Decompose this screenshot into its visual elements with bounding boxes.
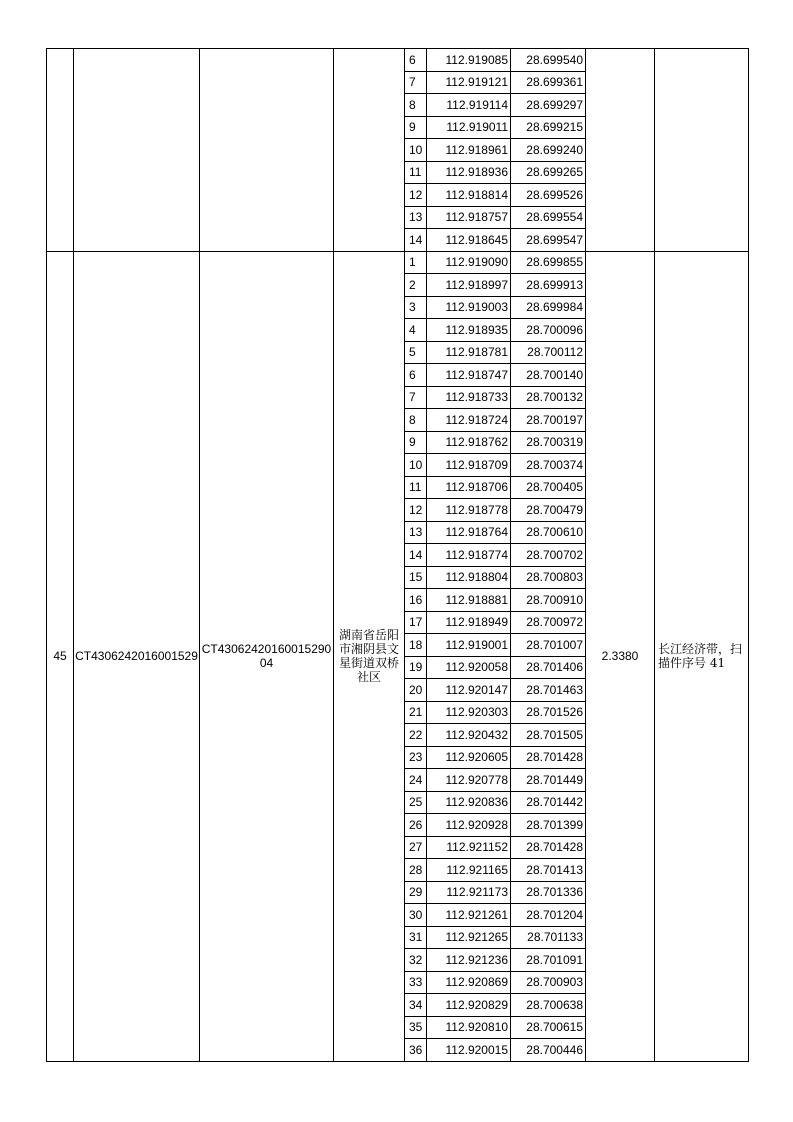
location-cell xyxy=(334,49,405,252)
point-index: 4 xyxy=(405,319,427,342)
longitude-cell: 112.919085 xyxy=(427,49,511,72)
point-index: 6 xyxy=(405,49,427,72)
longitude-cell: 112.918764 xyxy=(427,521,511,544)
latitude-cell: 28.701133 xyxy=(511,926,586,949)
latitude-cell: 28.701413 xyxy=(511,859,586,882)
longitude-cell: 112.919090 xyxy=(427,251,511,274)
point-index: 25 xyxy=(405,791,427,814)
point-index: 8 xyxy=(405,94,427,117)
latitude-cell: 28.699215 xyxy=(511,116,586,139)
latitude-cell: 28.700446 xyxy=(511,1039,586,1062)
location-cell: 湖南省岳阳市湘阴县文星街道双桥社区 xyxy=(334,251,405,1061)
longitude-cell: 112.920303 xyxy=(427,701,511,724)
longitude-cell: 112.919003 xyxy=(427,296,511,319)
point-index: 1 xyxy=(405,251,427,274)
longitude-cell: 112.920432 xyxy=(427,724,511,747)
coordinate-table xyxy=(46,48,749,1062)
latitude-cell: 28.700803 xyxy=(511,566,586,589)
point-index: 13 xyxy=(405,206,427,229)
point-index: 32 xyxy=(405,949,427,972)
point-index: 23 xyxy=(405,746,427,769)
latitude-cell: 28.699361 xyxy=(511,71,586,94)
latitude-cell: 28.700112 xyxy=(511,341,586,364)
table-body xyxy=(47,49,749,1062)
point-index: 9 xyxy=(405,431,427,454)
point-index: 20 xyxy=(405,679,427,702)
longitude-cell: 112.920810 xyxy=(427,1016,511,1039)
latitude-cell: 28.699855 xyxy=(511,251,586,274)
point-index: 33 xyxy=(405,971,427,994)
latitude-cell: 28.700972 xyxy=(511,611,586,634)
point-index: 5 xyxy=(405,341,427,364)
longitude-cell: 112.919114 xyxy=(427,94,511,117)
record-serial: 45 xyxy=(47,251,74,1061)
longitude-cell: 112.919001 xyxy=(427,634,511,657)
latitude-cell: 28.700615 xyxy=(511,1016,586,1039)
longitude-cell: 112.921261 xyxy=(427,904,511,927)
latitude-cell: 28.700096 xyxy=(511,319,586,342)
longitude-cell: 112.918757 xyxy=(427,206,511,229)
latitude-cell: 28.701449 xyxy=(511,769,586,792)
longitude-cell: 112.918709 xyxy=(427,454,511,477)
longitude-cell: 112.920058 xyxy=(427,656,511,679)
point-index: 18 xyxy=(405,634,427,657)
point-index: 10 xyxy=(405,139,427,162)
point-index: 35 xyxy=(405,1016,427,1039)
latitude-cell: 28.701463 xyxy=(511,679,586,702)
parcel-code: CT4306242016001529 xyxy=(74,251,200,1061)
longitude-cell: 112.918762 xyxy=(427,431,511,454)
latitude-cell: 28.700910 xyxy=(511,589,586,612)
point-index: 11 xyxy=(405,161,427,184)
latitude-cell: 28.699984 xyxy=(511,296,586,319)
record-serial xyxy=(47,49,74,252)
point-index: 8 xyxy=(405,409,427,432)
longitude-cell: 112.918645 xyxy=(427,229,511,252)
latitude-cell: 28.701526 xyxy=(511,701,586,724)
area-cell: 2.3380 xyxy=(586,251,655,1061)
longitude-cell: 112.918706 xyxy=(427,476,511,499)
point-index: 6 xyxy=(405,364,427,387)
latitude-cell: 28.701428 xyxy=(511,746,586,769)
longitude-cell: 112.921152 xyxy=(427,836,511,859)
point-index: 7 xyxy=(405,71,427,94)
table-row xyxy=(47,251,749,274)
longitude-cell: 112.921173 xyxy=(427,881,511,904)
longitude-cell: 112.919011 xyxy=(427,116,511,139)
plot-code xyxy=(200,49,334,252)
remark-cell xyxy=(655,49,749,252)
point-index: 15 xyxy=(405,566,427,589)
point-index: 34 xyxy=(405,994,427,1017)
point-index: 30 xyxy=(405,904,427,927)
point-index: 13 xyxy=(405,521,427,544)
latitude-cell: 28.701091 xyxy=(511,949,586,972)
point-index: 3 xyxy=(405,296,427,319)
latitude-cell: 28.701007 xyxy=(511,634,586,657)
point-index: 12 xyxy=(405,184,427,207)
longitude-cell: 112.921165 xyxy=(427,859,511,882)
longitude-cell: 112.920015 xyxy=(427,1039,511,1062)
latitude-cell: 28.700903 xyxy=(511,971,586,994)
latitude-cell: 28.700638 xyxy=(511,994,586,1017)
longitude-cell: 112.920147 xyxy=(427,679,511,702)
latitude-cell: 28.701204 xyxy=(511,904,586,927)
latitude-cell: 28.700132 xyxy=(511,386,586,409)
longitude-cell: 112.918814 xyxy=(427,184,511,207)
latitude-cell: 28.699265 xyxy=(511,161,586,184)
longitude-cell: 112.918949 xyxy=(427,611,511,634)
latitude-cell: 28.701428 xyxy=(511,836,586,859)
longitude-cell: 112.920778 xyxy=(427,769,511,792)
point-index: 12 xyxy=(405,499,427,522)
latitude-cell: 28.700140 xyxy=(511,364,586,387)
longitude-cell: 112.918781 xyxy=(427,341,511,364)
latitude-cell: 28.700610 xyxy=(511,521,586,544)
longitude-cell: 112.918961 xyxy=(427,139,511,162)
point-index: 10 xyxy=(405,454,427,477)
longitude-cell: 112.920836 xyxy=(427,791,511,814)
parcel-code xyxy=(74,49,200,252)
latitude-cell: 28.700319 xyxy=(511,431,586,454)
point-index: 2 xyxy=(405,274,427,297)
point-index: 16 xyxy=(405,589,427,612)
longitude-cell: 112.918724 xyxy=(427,409,511,432)
longitude-cell: 112.918747 xyxy=(427,364,511,387)
point-index: 27 xyxy=(405,836,427,859)
latitude-cell: 28.700197 xyxy=(511,409,586,432)
plot-code: CT4306242016001529004 xyxy=(200,251,334,1061)
latitude-cell: 28.700374 xyxy=(511,454,586,477)
latitude-cell: 28.699554 xyxy=(511,206,586,229)
longitude-cell: 112.919121 xyxy=(427,71,511,94)
longitude-cell: 112.918935 xyxy=(427,319,511,342)
longitude-cell: 112.918804 xyxy=(427,566,511,589)
longitude-cell: 112.918936 xyxy=(427,161,511,184)
longitude-cell: 112.918881 xyxy=(427,589,511,612)
table-row xyxy=(47,49,749,72)
longitude-cell: 112.921236 xyxy=(427,949,511,972)
longitude-cell: 112.921265 xyxy=(427,926,511,949)
point-index: 36 xyxy=(405,1039,427,1062)
longitude-cell: 112.918733 xyxy=(427,386,511,409)
latitude-cell: 28.699913 xyxy=(511,274,586,297)
longitude-cell: 112.920829 xyxy=(427,994,511,1017)
longitude-cell: 112.918997 xyxy=(427,274,511,297)
longitude-cell: 112.918778 xyxy=(427,499,511,522)
latitude-cell: 28.699526 xyxy=(511,184,586,207)
point-index: 9 xyxy=(405,116,427,139)
latitude-cell: 28.700479 xyxy=(511,499,586,522)
longitude-cell: 112.920928 xyxy=(427,814,511,837)
point-index: 28 xyxy=(405,859,427,882)
latitude-cell: 28.700702 xyxy=(511,544,586,567)
point-index: 19 xyxy=(405,656,427,679)
point-index: 14 xyxy=(405,544,427,567)
latitude-cell: 28.699547 xyxy=(511,229,586,252)
point-index: 22 xyxy=(405,724,427,747)
point-index: 7 xyxy=(405,386,427,409)
latitude-cell: 28.701336 xyxy=(511,881,586,904)
point-index: 11 xyxy=(405,476,427,499)
latitude-cell: 28.701505 xyxy=(511,724,586,747)
point-index: 31 xyxy=(405,926,427,949)
area-cell xyxy=(586,49,655,252)
point-index: 26 xyxy=(405,814,427,837)
point-index: 17 xyxy=(405,611,427,634)
point-index: 14 xyxy=(405,229,427,252)
longitude-cell: 112.918774 xyxy=(427,544,511,567)
latitude-cell: 28.699240 xyxy=(511,139,586,162)
latitude-cell: 28.699540 xyxy=(511,49,586,72)
latitude-cell: 28.701399 xyxy=(511,814,586,837)
longitude-cell: 112.920869 xyxy=(427,971,511,994)
latitude-cell: 28.699297 xyxy=(511,94,586,117)
point-index: 29 xyxy=(405,881,427,904)
remark-cell: 长江经济带，扫描件序号 41 xyxy=(655,251,749,1061)
longitude-cell: 112.920605 xyxy=(427,746,511,769)
latitude-cell: 28.701442 xyxy=(511,791,586,814)
point-index: 21 xyxy=(405,701,427,724)
latitude-cell: 28.701406 xyxy=(511,656,586,679)
latitude-cell: 28.700405 xyxy=(511,476,586,499)
point-index: 24 xyxy=(405,769,427,792)
